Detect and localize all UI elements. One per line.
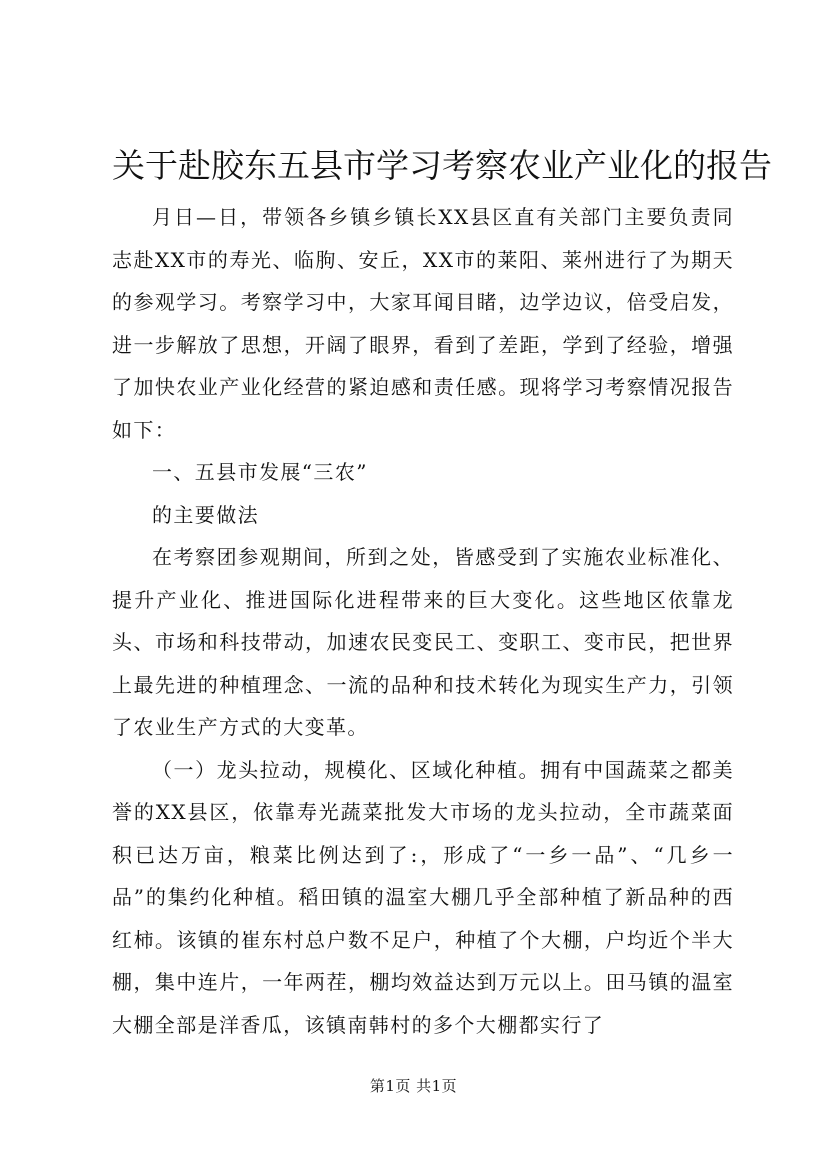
intro-paragraph: 月日—日，带领各乡镇乡镇长XX县区直有关部门主要负责同志赴XX市的寿光、临朐、安丘，XX市的莱阳、莱州进行了为期天的参观学习。考察学习中，大家耳闻目睹，边学边议，倍受启发，进一步解放了思想，开阔了眼界，看到了差距，学到了经验，增强了加快农业产业化经营的紧迫感和责任感。现将学习考察情况报告如下： <box>112 205 734 442</box>
section-paragraph: 在考察团参观期间，所到之处，皆感受到了实施农业标准化、提升产业化、推进国际化进程带来的巨大变化。这些地区依靠龙头、市场和科技带动，加速农民变民工、变职工、变市民，把世界上最先进的种植理念、一流的品种和技术转化为现实生产力，引领了农业生产方式的大变革。 <box>112 545 734 739</box>
subsection-paragraph: （一）龙头拉动，规模化、区域化种植。拥有中国蔬菜之都美誉的XX县区，依靠寿光蔬菜批发大市场的龙头拉动，全市蔬菜面积已达万亩，粮菜比例达到了:，形成了“一乡一品”、“几乡一品”的集约化种植。稻田镇的温室大棚几乎全部种植了新品种的西红柿。该镇的崔东村总户数不足户，种植了个大棚，户均近个半大棚，集中连片，一年两茬，棚均效益达到万元以上。田马镇的温室大棚全部是洋香瓜，该镇南韩村的多个大棚都实行了 <box>112 757 734 1037</box>
document-title: 关于赴胶东五县市学习考察农业产业化的报告 <box>112 146 772 185</box>
section-heading-line-2: 的主要做法 <box>152 502 259 527</box>
section-heading-line-1: 一、五县市发展“三农” <box>152 460 368 484</box>
document-body <box>112 196 734 1046</box>
page-footer: 第1页 共1页 <box>369 1077 458 1095</box>
